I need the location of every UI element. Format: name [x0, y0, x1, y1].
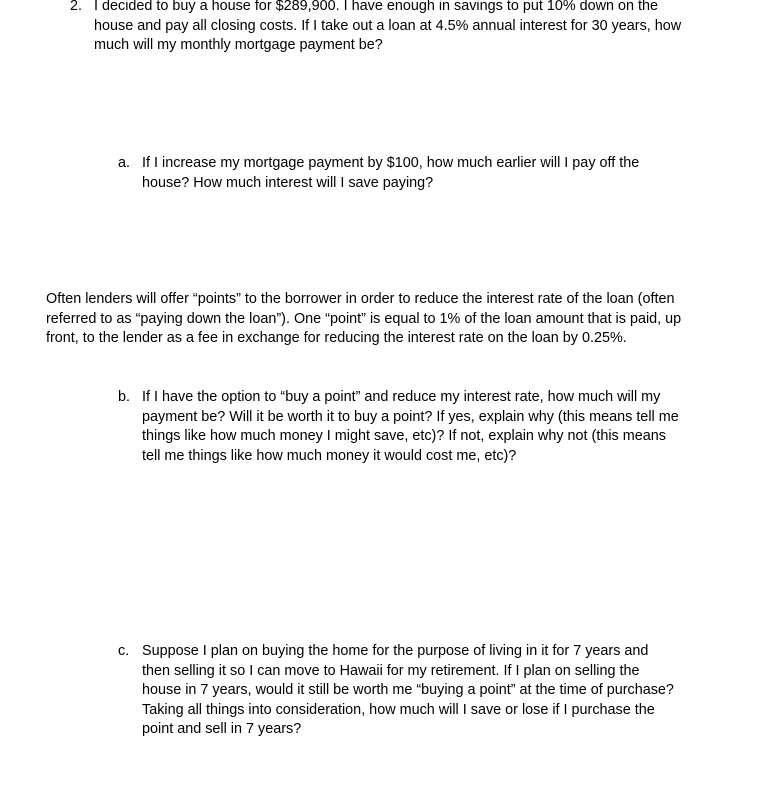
sub-question-text: If I increase my mortgage payment by $100, how much earlier will I pay off the house? How much interest will I save paying? [142, 155, 640, 191]
sub-question-b [118, 388, 678, 466]
question-text: I decided to buy a house for $289,900. I have enough in savings to put 10% down on the house and pay all closing costs. If I take out a loan at 4.5% annual interest for 30 years, how much will my monthly mortgage payment be? [94, 0, 682, 54]
sub-question-c [118, 642, 678, 740]
question-number: 2. [70, 0, 83, 14]
sub-question-a [118, 154, 678, 193]
sub-question-text: Suppose I plan on buying the home for the purpose of living in it for 7 years and then selling it so I can move to Hawaii for my retirement. If I plan on selling the house in 7 years, would it still be worth me “buying a point” at the time of purchase? Taking all things into consideration, how much will I save or lose if I purchase the point and sell in 7 years? [142, 643, 674, 738]
sub-question-marker: c. [118, 643, 130, 659]
sub-question-marker: b. [118, 389, 131, 405]
question-2 [70, 0, 690, 56]
sub-question-marker: a. [118, 155, 131, 171]
sub-question-text: If I have the option to “buy a point” and reduce my interest rate, how much will my payment be? Will it be worth it to buy a point? If yes, explain why (this means tell me things like how much money I might save, etc)? If not, explain why not (this means tell me things like how much money it would cost me, etc)? [142, 389, 679, 464]
points-explanation-paragraph: Often lenders will offer “points” to the borrower in order to reduce the interest rate of the loan (often referred to as “paying down the loan”). One “point” is equal to 1% of the loan amount that is paid, up front, to the lender as a fee in exchange for reducing the interest rate on the loan by 0.25%. [46, 291, 682, 347]
